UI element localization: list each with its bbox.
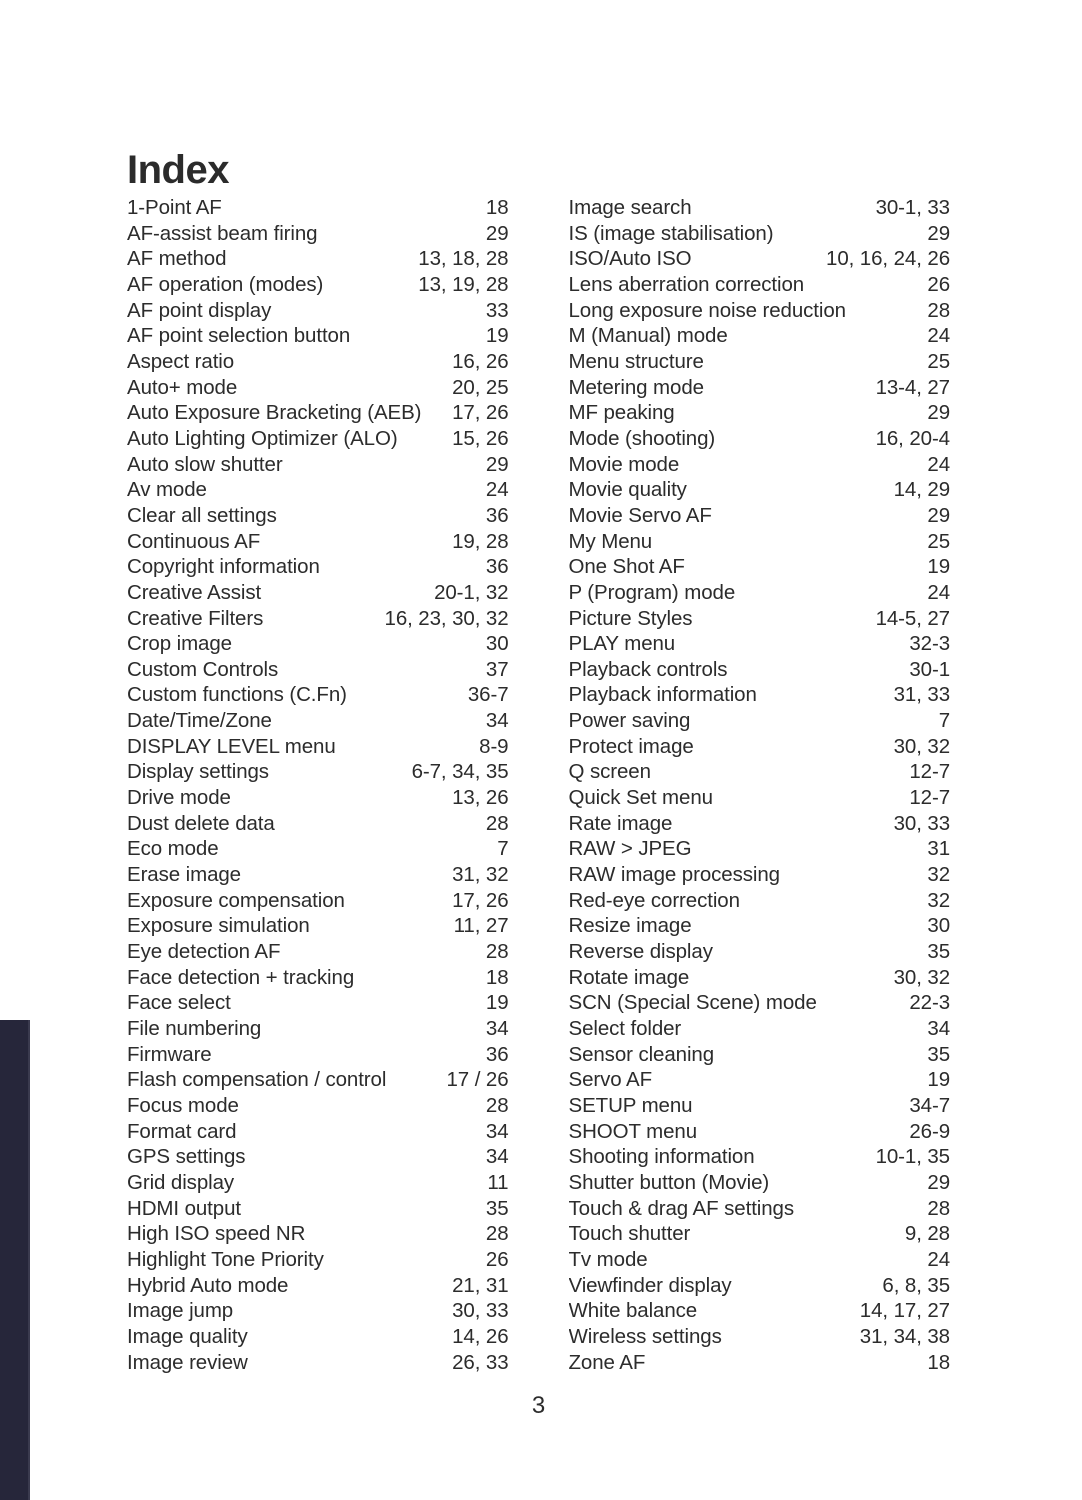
index-entry	[569, 400, 951, 426]
index-term: Copyright information	[127, 555, 320, 579]
index-term: Custom functions (C.Fn)	[127, 683, 347, 707]
index-entry	[569, 246, 951, 272]
index-term: SETUP menu	[568, 1093, 693, 1117]
index-entry	[127, 1016, 509, 1042]
index-page-numbers: 36	[485, 503, 509, 527]
index-entry	[569, 1144, 951, 1170]
index-page-numbers: 32	[927, 863, 950, 887]
index-entry	[127, 631, 509, 657]
index-page-numbers: 28	[927, 298, 950, 322]
index-term: Hybrid Auto mode	[127, 1273, 289, 1297]
index-entry	[127, 246, 509, 272]
index-page-numbers: 30, 32	[893, 965, 950, 989]
index-entry	[127, 1221, 509, 1247]
index-page-numbers: 19, 28	[452, 529, 509, 553]
index-term: Image review	[127, 1350, 248, 1374]
index-entry	[569, 323, 951, 349]
index-entry	[127, 939, 509, 965]
index-page-numbers: 13, 18, 28	[418, 247, 509, 271]
index-page-numbers: 14, 29	[893, 478, 950, 502]
index-term: Date/Time/Zone	[127, 709, 272, 733]
index-entry	[569, 1221, 951, 1247]
index-page-numbers: 10, 16, 24, 26	[826, 247, 950, 271]
index-term: Movie quality	[568, 478, 687, 502]
index-page-numbers: 14, 17, 27	[859, 1299, 950, 1323]
index-entry	[569, 1273, 951, 1299]
index-term: Playback controls	[568, 657, 728, 681]
index-term: Face detection + tracking	[127, 965, 355, 989]
index-column-left	[127, 195, 509, 1375]
index-entry	[127, 888, 509, 914]
index-entry	[127, 375, 509, 401]
index-term: Lens aberration correction	[568, 272, 805, 296]
index-term: Movie Servo AF	[568, 503, 712, 527]
index-page-numbers: 7	[938, 709, 950, 733]
index-page-numbers: 29	[485, 221, 509, 245]
index-term: GPS settings	[127, 1145, 246, 1169]
index-entry	[569, 1350, 951, 1376]
index-entry	[569, 1067, 951, 1093]
index-page-numbers: 30-1, 33	[875, 196, 950, 219]
index-term: DISPLAY LEVEL menu	[127, 734, 336, 758]
index-term: Dust delete data	[127, 811, 275, 835]
index-page-numbers: 9, 28	[904, 1222, 950, 1246]
index-page-numbers: 28	[485, 811, 509, 835]
index-term: Image jump	[127, 1299, 234, 1323]
index-entry	[127, 195, 509, 221]
index-page-numbers: 24	[485, 478, 509, 502]
index-page-numbers: 24	[927, 1247, 950, 1271]
index-term: Quick Set menu	[568, 786, 713, 810]
index-entry	[569, 503, 951, 529]
index-entry	[569, 939, 951, 965]
index-entry	[569, 708, 951, 734]
index-term: AF operation (modes)	[127, 272, 324, 296]
index-entry	[127, 221, 509, 247]
index-page-numbers: 34	[485, 1017, 509, 1040]
index-entry	[569, 1247, 951, 1273]
index-term: Drive mode	[127, 786, 231, 810]
index-page-numbers: 36	[485, 555, 509, 579]
index-page-numbers: 31, 33	[893, 683, 950, 707]
index-term: Focus mode	[127, 1093, 239, 1117]
index-page-numbers: 25	[927, 349, 950, 373]
index-entry	[569, 554, 951, 580]
index-page-numbers: 32-3	[909, 632, 950, 656]
index-term: Highlight Tone Priority	[127, 1247, 324, 1271]
index-page-numbers: 18	[927, 1350, 950, 1374]
index-term: Servo AF	[568, 1068, 653, 1092]
index-term: RAW image processing	[568, 863, 780, 887]
index-term: Grid display	[127, 1170, 235, 1194]
index-page-numbers: 26, 33	[452, 1350, 509, 1374]
index-entry	[127, 452, 509, 478]
index-term: Image search	[568, 196, 692, 219]
index-term: Red-eye correction	[568, 888, 740, 912]
index-page-numbers: 16, 20-4	[875, 426, 950, 450]
index-page-numbers: 35	[485, 1196, 509, 1220]
index-entry	[127, 503, 509, 529]
index-page-numbers: 29	[927, 1170, 950, 1194]
index-entry	[569, 221, 951, 247]
index-page-numbers: 36	[485, 1042, 509, 1066]
index-entry	[127, 990, 509, 1016]
index-term: P (Program) mode	[568, 580, 736, 604]
index-entry	[569, 1196, 951, 1222]
index-page-numbers: 19	[485, 991, 509, 1015]
index-term: White balance	[568, 1299, 698, 1323]
index-term: Zone AF	[568, 1350, 646, 1374]
index-page-numbers: 34-7	[909, 1093, 950, 1117]
index-page-numbers: 17, 26	[452, 401, 509, 425]
index-page-numbers: 29	[927, 503, 950, 527]
index-page-numbers: 13, 19, 28	[418, 272, 509, 296]
index-entry	[127, 529, 509, 555]
index-term: Touch & drag AF settings	[568, 1196, 795, 1220]
index-term: RAW > JPEG	[568, 837, 692, 861]
index-entry	[569, 1298, 951, 1324]
index-entry	[127, 349, 509, 375]
index-entry	[127, 1350, 509, 1376]
index-page-numbers: 31	[927, 837, 950, 861]
index-entry	[127, 965, 509, 991]
index-entry	[569, 1093, 951, 1119]
index-page-numbers: 19	[927, 1068, 950, 1092]
index-page-numbers: 16, 23, 30, 32	[384, 606, 509, 630]
index-entry	[569, 990, 951, 1016]
index-term: Shooting information	[568, 1145, 755, 1169]
index-term: Erase image	[127, 863, 241, 887]
index-columns	[127, 195, 950, 1375]
index-page-numbers: 12-7	[909, 760, 950, 784]
index-entry	[569, 195, 951, 221]
index-entry	[569, 811, 951, 837]
index-page-numbers: 32	[927, 888, 950, 912]
index-term: Auto+ mode	[127, 375, 238, 399]
index-page-numbers: 34	[485, 1145, 509, 1169]
index-term: Av mode	[127, 478, 207, 502]
index-term: Exposure compensation	[127, 888, 345, 912]
index-term: MF peaking	[568, 401, 675, 425]
index-term: Format card	[127, 1119, 237, 1143]
index-page-numbers: 20, 25	[452, 375, 509, 399]
index-term: Viewfinder display	[568, 1273, 732, 1297]
index-entry	[127, 1067, 509, 1093]
index-term: Custom Controls	[127, 657, 279, 681]
index-page-numbers: 29	[927, 221, 950, 245]
index-entry	[127, 400, 509, 426]
index-term: Exposure simulation	[127, 914, 310, 938]
index-page-numbers: 28	[927, 1196, 950, 1220]
index-entry	[569, 580, 951, 606]
index-entry	[569, 1324, 951, 1350]
index-page-numbers: 12-7	[909, 786, 950, 810]
index-entry	[127, 298, 509, 324]
index-page-numbers: 31, 32	[452, 863, 509, 887]
index-page-numbers: 13-4, 27	[875, 375, 950, 399]
index-entry	[569, 1119, 951, 1145]
index-term: Auto Exposure Bracketing (AEB)	[127, 401, 422, 425]
index-term: Menu structure	[568, 349, 704, 373]
index-entry	[569, 375, 951, 401]
index-entry	[127, 426, 509, 452]
index-page-numbers: 30, 33	[452, 1299, 509, 1323]
index-entry	[127, 1042, 509, 1068]
index-term: Rotate image	[568, 965, 690, 989]
index-entry	[127, 913, 509, 939]
index-page-numbers: 26	[927, 272, 950, 296]
index-entry	[569, 272, 951, 298]
index-page-numbers: 13, 26	[452, 786, 509, 810]
index-term: SHOOT menu	[568, 1119, 697, 1143]
index-entry	[569, 631, 951, 657]
index-entry	[127, 1093, 509, 1119]
index-page-numbers: 18	[485, 965, 509, 989]
index-page-numbers: 14-5, 27	[875, 606, 950, 630]
index-entry	[127, 862, 509, 888]
index-term: PLAY menu	[568, 632, 676, 656]
index-term: High ISO speed NR	[127, 1222, 306, 1246]
index-page-numbers: 30	[485, 632, 509, 656]
index-term: Shutter button (Movie)	[568, 1170, 770, 1194]
index-term: Picture Styles	[568, 606, 693, 630]
index-entry	[569, 965, 951, 991]
page-title: Index	[127, 147, 229, 192]
index-term: AF-assist beam firing	[127, 221, 318, 245]
index-entry	[127, 708, 509, 734]
index-entry	[569, 888, 951, 914]
index-entry	[569, 657, 951, 683]
index-entry	[127, 785, 509, 811]
index-term: Movie mode	[568, 452, 680, 476]
index-page-numbers: 19	[485, 324, 509, 348]
index-term: Face select	[127, 991, 231, 1015]
index-term: Power saving	[568, 709, 691, 733]
index-page-numbers: 28	[485, 1222, 509, 1246]
index-page-numbers: 25	[927, 529, 950, 553]
index-entry	[127, 1144, 509, 1170]
index-page-numbers: 15, 26	[452, 426, 509, 450]
index-page-numbers: 31, 34, 38	[859, 1324, 950, 1348]
index-page-numbers: 10-1, 35	[875, 1145, 950, 1169]
index-page-numbers: 24	[927, 452, 950, 476]
index-entry	[569, 349, 951, 375]
index-entry	[127, 323, 509, 349]
index-entry	[569, 759, 951, 785]
index-page-numbers: 30-1	[909, 657, 950, 681]
index-term: Playback information	[568, 683, 757, 707]
index-entry	[569, 606, 951, 632]
index-entry	[127, 477, 509, 503]
index-term: AF method	[127, 247, 227, 271]
index-page-numbers: 35	[927, 1042, 950, 1066]
index-entry	[127, 734, 509, 760]
index-page-numbers: 16, 26	[452, 349, 509, 373]
index-term: M (Manual) mode	[568, 324, 728, 348]
index-page-numbers: 24	[927, 580, 950, 604]
index-entry	[127, 657, 509, 683]
index-term: Long exposure noise reduction	[568, 298, 846, 322]
index-term: Display settings	[127, 760, 269, 784]
binding-bar	[0, 1020, 30, 1500]
index-page-numbers: 20-1, 32	[434, 580, 509, 604]
index-entry	[569, 734, 951, 760]
index-term: Eye detection AF	[127, 940, 281, 964]
index-term: Eco mode	[127, 837, 219, 861]
index-page-numbers: 7	[497, 837, 509, 861]
index-entry	[569, 1042, 951, 1068]
index-page-numbers: 33	[485, 298, 509, 322]
index-term: Q screen	[568, 760, 651, 784]
index-term: One Shot AF	[568, 555, 685, 579]
index-entry	[569, 682, 951, 708]
index-entry	[127, 554, 509, 580]
index-term: AF point display	[127, 298, 272, 322]
index-term: IS (image stabilisation)	[568, 221, 774, 245]
index-term: Creative Filters	[127, 606, 264, 630]
index-entry	[569, 862, 951, 888]
index-term: Mode (shooting)	[568, 426, 716, 450]
index-term: 1-Point AF	[127, 196, 222, 219]
index-page-numbers: 30, 32	[893, 734, 950, 758]
index-term: Creative Assist	[127, 580, 262, 604]
index-term: File numbering	[127, 1017, 262, 1040]
index-entry	[127, 1196, 509, 1222]
index-term: ISO/Auto ISO	[568, 247, 692, 271]
index-page-numbers: 30, 33	[893, 811, 950, 835]
index-term: Select folder	[568, 1017, 682, 1040]
index-page-numbers: 29	[927, 401, 950, 425]
index-entry	[127, 1298, 509, 1324]
index-entry	[127, 1170, 509, 1196]
index-term: Tv mode	[568, 1247, 648, 1271]
index-page-numbers: 19	[927, 555, 950, 579]
index-entry	[127, 1119, 509, 1145]
index-term: Touch shutter	[568, 1222, 691, 1246]
index-page-numbers: 14, 26	[452, 1324, 509, 1348]
index-term: Auto Lighting Optimizer (ALO)	[127, 426, 398, 450]
index-page-numbers: 28	[485, 1093, 509, 1117]
index-page-numbers: 18	[485, 196, 509, 219]
index-term: Aspect ratio	[127, 349, 235, 373]
index-entry	[127, 1247, 509, 1273]
index-term: Protect image	[568, 734, 694, 758]
index-page-numbers: 22-3	[909, 991, 950, 1015]
index-entry	[569, 1016, 951, 1042]
index-term: AF point selection button	[127, 324, 351, 348]
index-term: Sensor cleaning	[568, 1042, 715, 1066]
index-page-numbers: 26	[485, 1247, 509, 1271]
index-page-numbers: 34	[927, 1017, 950, 1040]
index-entry	[127, 836, 509, 862]
index-page-numbers: 34	[485, 1119, 509, 1143]
index-term: Wireless settings	[568, 1324, 722, 1348]
index-term: My Menu	[568, 529, 653, 553]
index-page-numbers: 36-7	[467, 683, 509, 707]
index-page-numbers: 6, 8, 35	[882, 1273, 950, 1297]
index-page-numbers: 21, 31	[452, 1273, 509, 1297]
index-term: Rate image	[568, 811, 673, 835]
index-term: Image quality	[127, 1324, 248, 1348]
index-entry	[127, 272, 509, 298]
index-page-numbers: 6-7, 34, 35	[411, 760, 509, 784]
index-term: Auto slow shutter	[127, 452, 283, 476]
index-entry	[569, 426, 951, 452]
index-entry	[127, 580, 509, 606]
index-page-numbers: 8-9	[479, 734, 509, 758]
index-entry	[569, 785, 951, 811]
index-column-right	[569, 195, 951, 1375]
index-page-numbers: 35	[927, 940, 950, 964]
index-page-numbers: 11	[487, 1170, 509, 1194]
index-entry	[569, 298, 951, 324]
index-page-numbers: 34	[485, 709, 509, 733]
index-entry	[569, 913, 951, 939]
index-page-numbers: 30	[927, 914, 950, 938]
index-term: HDMI output	[127, 1196, 241, 1220]
index-term: SCN (Special Scene) mode	[568, 991, 817, 1015]
index-entry	[569, 477, 951, 503]
index-page-numbers: 24	[927, 324, 950, 348]
index-term: Crop image	[127, 632, 232, 656]
index-entry	[127, 811, 509, 837]
index-entry	[127, 759, 509, 785]
page-number: 3	[531, 1392, 546, 1419]
index-term: Resize image	[568, 914, 692, 938]
index-term: Reverse display	[568, 940, 713, 964]
index-term: Continuous AF	[127, 529, 261, 553]
index-term: Metering mode	[568, 375, 704, 399]
index-entry	[127, 606, 509, 632]
index-term: Firmware	[127, 1042, 212, 1066]
index-page-numbers: 17 / 26	[446, 1068, 509, 1092]
index-page-numbers: 11, 27	[453, 914, 509, 938]
index-page-numbers: 37	[485, 657, 509, 681]
index-page-numbers: 26-9	[909, 1119, 950, 1143]
index-term: Flash compensation / control	[127, 1068, 387, 1092]
index-entry	[569, 836, 951, 862]
index-entry	[127, 682, 509, 708]
index-page-numbers: 17, 26	[452, 888, 509, 912]
index-term: Clear all settings	[127, 503, 277, 527]
index-entry	[127, 1273, 509, 1299]
index-page-numbers: 29	[485, 452, 509, 476]
index-entry	[127, 1324, 509, 1350]
index-page-numbers: 28	[485, 940, 509, 964]
index-entry	[569, 1170, 951, 1196]
index-entry	[569, 529, 951, 555]
index-entry	[569, 452, 951, 478]
